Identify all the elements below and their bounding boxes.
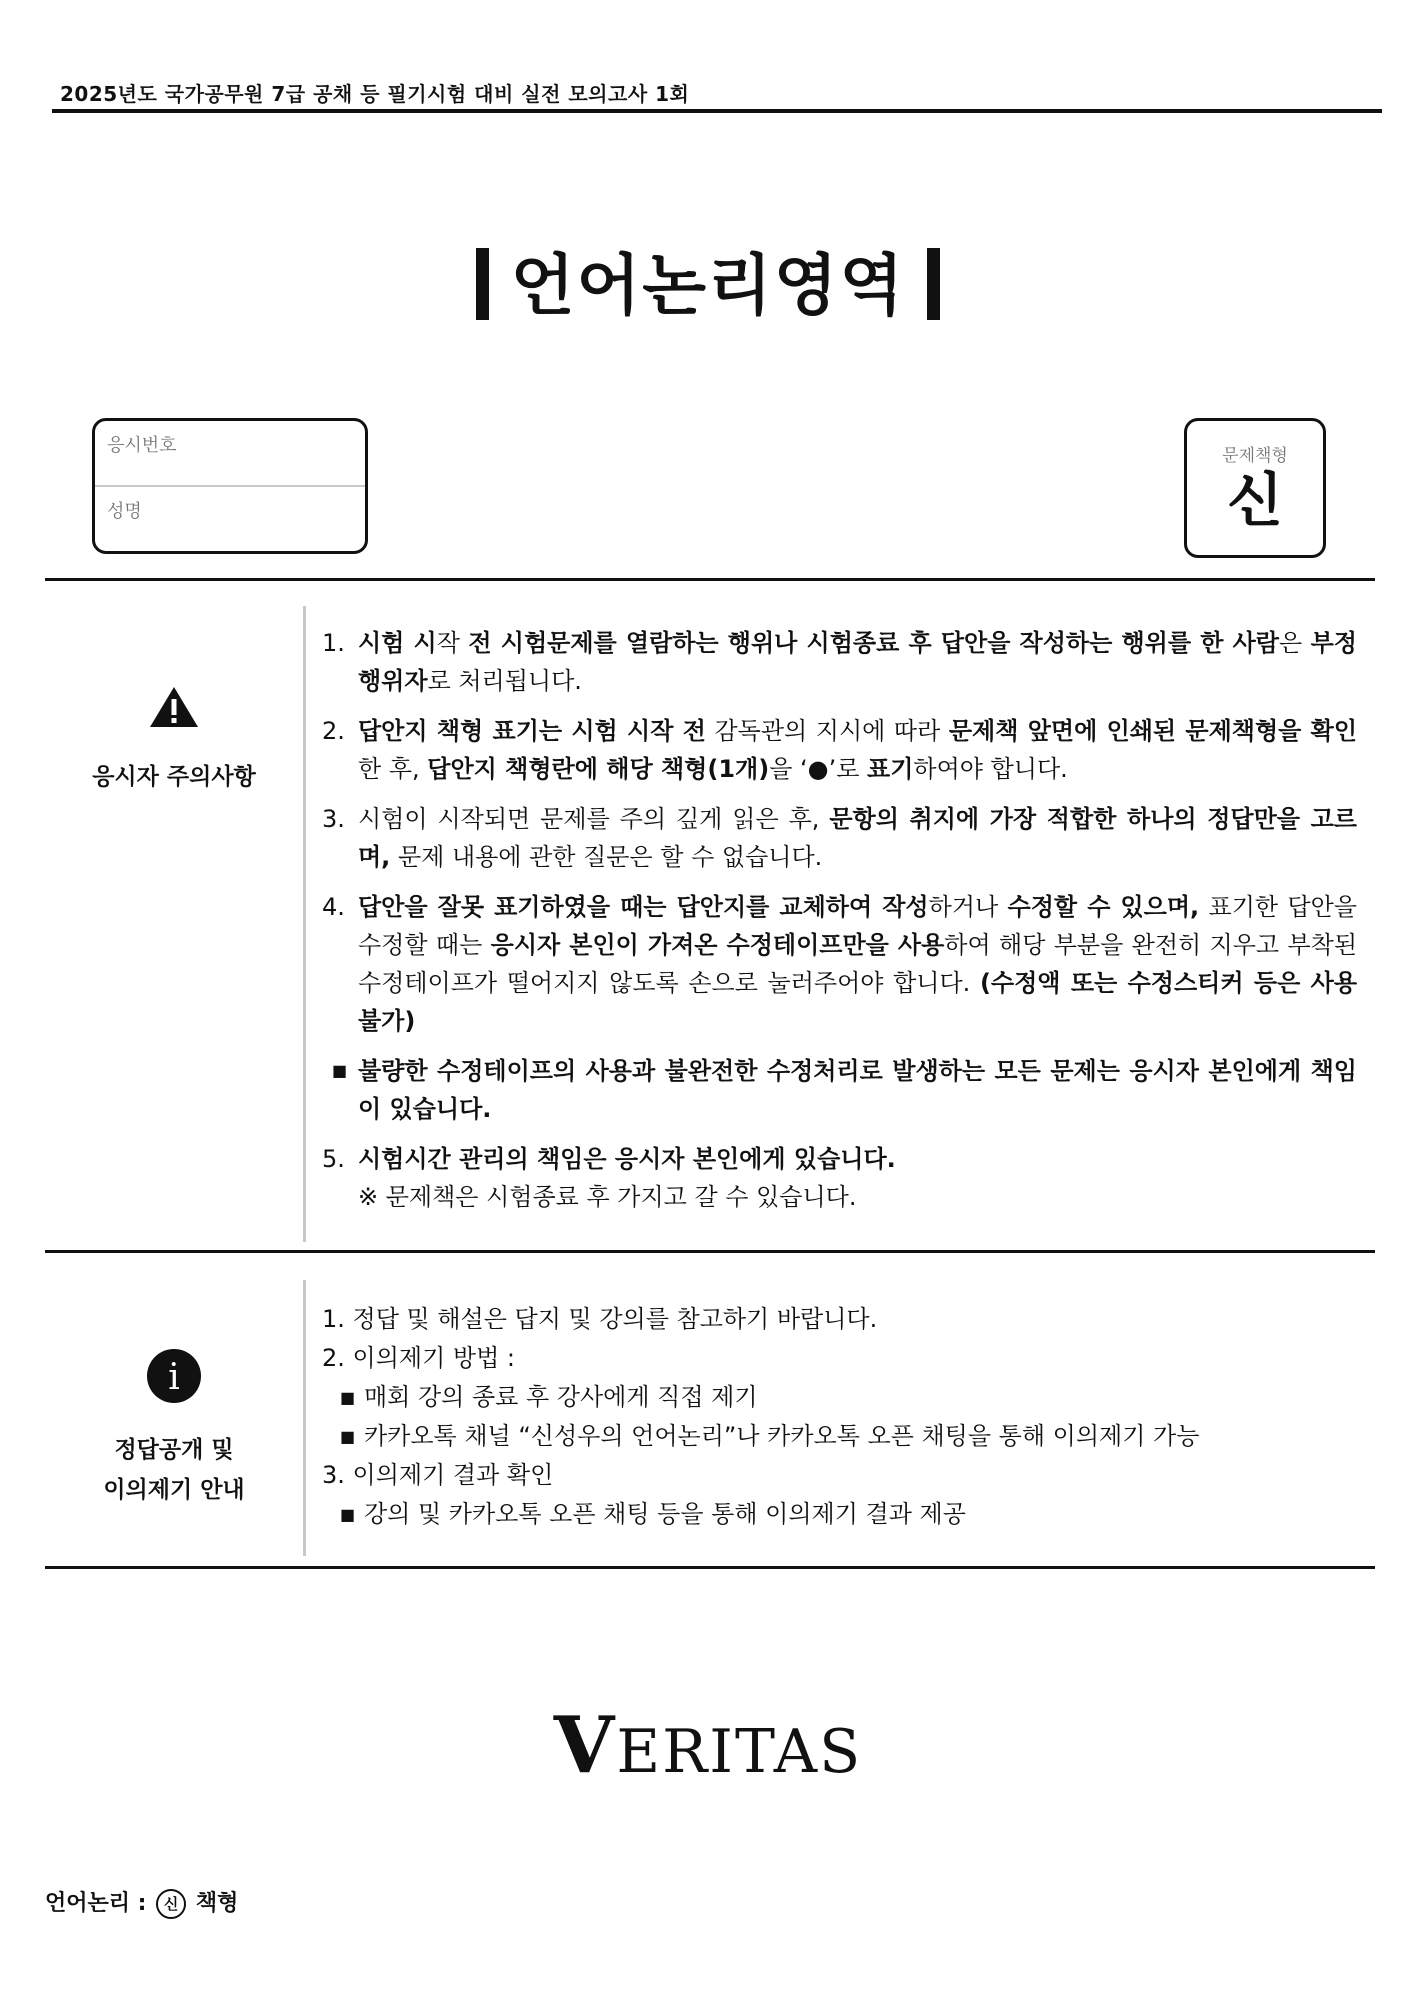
veritas-logo [0, 1700, 1416, 1791]
info-sub-text-3: 강의 및 카카오톡 오픈 채팅 등을 통해 이의제기 결과 제공 [364, 1500, 966, 1528]
precaution-text: 시험시간 관리의 책임은 응시자 본인에게 있습니다. ※ 문제책은 시험종료 후 가지고 갈 수 있습니다. [358, 1140, 1357, 1216]
answer-info-label-2: 이의제기 안내 [103, 1477, 245, 1503]
precautions-list [322, 624, 1357, 1216]
booklet-type-label: 문제책형 [1222, 446, 1288, 466]
svg-text:i: i [168, 1357, 180, 1398]
section-divider-middle [45, 1250, 1375, 1253]
info-icon [146, 1348, 202, 1404]
precaution-text: 시험이 시작되면 문제를 주의 깊게 읽은 후, 문항의 취지에 가장 적합한 하나의 정답만을 고르며, 문제 내용에 관한 질문은 할 수 없습니다. [358, 805, 1357, 871]
precaution-item-4 [322, 888, 1357, 1040]
precaution-number: 4. [322, 893, 345, 921]
info-line-2: 2. 이의제기 방법 : [322, 1344, 515, 1372]
precaution-item-1 [322, 624, 1357, 700]
title-bar-left [476, 248, 489, 320]
section-divider-top [45, 578, 1375, 581]
booklet-type-box [1184, 418, 1326, 558]
precaution-number: 3. [322, 805, 345, 833]
candidate-info-box [92, 418, 368, 554]
square-bullet-icon: ■ [332, 1061, 348, 1080]
square-bullet-icon: ■ [340, 1388, 356, 1407]
precaution-bullet [322, 1052, 1357, 1128]
info-sub-item-3 [322, 1495, 1357, 1534]
square-bullet-icon: ■ [340, 1505, 356, 1524]
precaution-number: 5. [322, 1145, 345, 1173]
precaution-item-3 [322, 800, 1357, 876]
page-title-text: 언어논리영역 [510, 247, 906, 324]
section-divider-bottom [45, 1566, 1375, 1569]
info-sub-item-1 [322, 1378, 1357, 1417]
info-sub-text-2: 카카오톡 채널 “신성우의 언어논리”나 카카오톡 오픈 채팅을 통해 이의제기 가능 [364, 1422, 1200, 1450]
precautions-label: 응시자 주의사항 [92, 764, 256, 790]
answer-info-vertical-divider [303, 1280, 306, 1556]
logo-rest: ERITAS [616, 1717, 863, 1787]
answer-info-label-block [45, 1348, 303, 1510]
warning-icon [148, 685, 200, 729]
precaution-text: 답안을 잘못 표기하였을 때는 답안지를 교체하여 작성하거나 수정할 수 있으며, 표기한 답안을 수정할 때는 응시자 본인이 가져온 수정테이프만을 사용하여 해당 부분을 완전히 지우고 부착된 수정테이프가 떨어지지 않도록 손으로 눌러주어야 합니다. (수정액 또는 수정스티커 등은 사용 불가) [358, 893, 1357, 1035]
title-bar-right [927, 248, 940, 320]
precaution-item-2 [322, 712, 1357, 788]
precaution-text: 시험 시작 전 시험문제를 열람하는 행위나 시험종료 후 답안을 작성하는 행위를 한 사람은 부정행위자로 처리됩니다. [358, 629, 1357, 695]
footer-circle-type: 신 [156, 1889, 186, 1919]
info-line-1: 1. 정답 및 해설은 답지 및 강의를 참고하기 바랍니다. [322, 1305, 878, 1333]
answer-info-label-1: 정답공개 및 [114, 1437, 234, 1463]
booklet-type-value: 신 [1226, 466, 1284, 534]
square-bullet-icon: ■ [340, 1427, 356, 1446]
precaution-text: 답안지 책형 표기는 시험 시작 전 감독관의 지시에 따라 문제책 앞면에 인쇄된 문제책형을 확인한 후, 답안지 책형란에 해당 책형(1개)을 ‘●’로 표기하여야 합니다. [358, 717, 1358, 783]
exam-header-title: 2025년도 국가공무원 7급 공채 등 필기시험 대비 실전 모의고사 1회 [60, 82, 690, 106]
precaution-number: 1. [322, 629, 345, 657]
footer-suffix: 책형 [195, 1891, 239, 1916]
exam-number-field: 응시번호 [95, 421, 365, 487]
answer-info-list [322, 1300, 1357, 1534]
precaution-item-5 [322, 1140, 1357, 1216]
precautions-vertical-divider [303, 606, 306, 1242]
precaution-number: 2. [322, 717, 345, 745]
name-field: 성명 [107, 501, 142, 522]
info-sub-text-1: 매회 강의 종료 후 강사에게 직접 제기 [364, 1383, 758, 1411]
booklet-takeaway-note: ※ 문제책은 시험종료 후 가지고 갈 수 있습니다. [358, 1183, 857, 1211]
info-sub-item-2 [322, 1417, 1357, 1456]
footer-booklet-type [45, 1886, 238, 1919]
precaution-bullet-text: 불량한 수정테이프의 사용과 불완전한 수정처리로 발생하는 모든 문제는 응시자 본인에게 책임이 있습니다. [358, 1057, 1357, 1123]
header-divider [52, 109, 1382, 113]
page-title [0, 232, 1416, 327]
footer-prefix: 언어논리 : [45, 1891, 147, 1916]
logo-initial: V [553, 1700, 617, 1791]
info-line-3: 3. 이의제기 결과 확인 [322, 1461, 554, 1489]
precautions-label-block [45, 685, 303, 797]
